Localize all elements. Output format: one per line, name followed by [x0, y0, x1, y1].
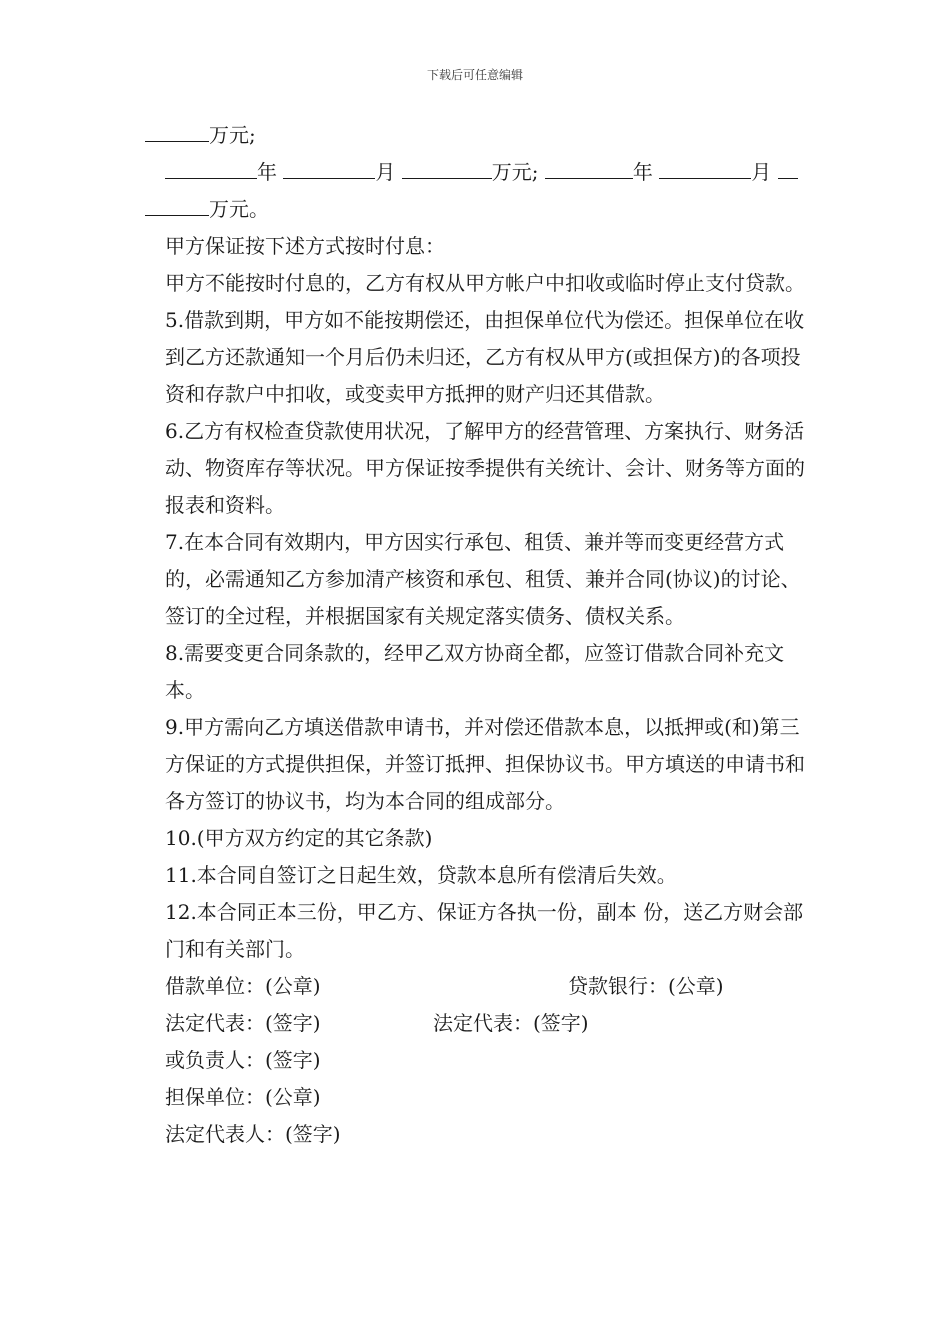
- clause-12: 12.本合同正本三份，甲乙方、保证方各执一份，副本 份，送乙方财会部门和有关部门。: [165, 900, 804, 961]
- signature-row-4: [145, 1079, 810, 1116]
- lender-seal: 贷款银行：(公章): [568, 974, 724, 998]
- clause-8: 8.需要变更合同条款的，经甲乙双方协商全都，应签订借款合同补充文本。: [165, 641, 785, 702]
- lender-rep-signature: 法定代表：(签字): [433, 1011, 589, 1035]
- clause-10: 10.(甲方双方约定的其它条款): [165, 826, 433, 850]
- signature-row-5: [145, 1116, 810, 1153]
- guarantor-rep-signature: 法定代表人：(签字): [165, 1122, 341, 1146]
- paragraph-default-interest: 甲方不能按时付息的，乙方有权从甲方帐户中扣收或临时停止支付贷款。: [165, 271, 805, 295]
- month-label: 月: [375, 160, 396, 184]
- amount-line-3: [145, 191, 810, 228]
- blank-field[interactable]: [402, 156, 492, 179]
- clause-6: 6.乙方有权检查贷款使用状况，了解甲方的经营管理、方案执行、财务活动、物资库存等状况。甲方保证按季提供有关统计、会计、财务等方面的报表和资料。: [165, 419, 805, 517]
- borrower-seal: 借款单位：(公章): [165, 974, 321, 998]
- borrower-rep-signature: 法定代表：(签字): [165, 1011, 321, 1035]
- amount-line-1: [145, 117, 810, 154]
- month-label: 月: [751, 160, 772, 184]
- blank-field[interactable]: [145, 119, 209, 142]
- blank-field[interactable]: [165, 156, 257, 179]
- signature-row-3: [145, 1042, 810, 1079]
- blank-field[interactable]: [145, 193, 209, 216]
- responsible-signature: 或负责人：(签字): [165, 1048, 321, 1072]
- paragraph-interest: 甲方保证按下述方式按时付息：: [165, 234, 445, 258]
- blank-field[interactable]: [545, 156, 633, 179]
- signature-row-2: [145, 1005, 810, 1042]
- clause-7: 7.在本合同有效期内，甲方因实行承包、租赁、兼并等而变更经营方式的，必需通知乙方参加清产核资和承包、租赁、兼并合同(协议)的讨论、签订的全过程，并根据国家有关规定落实债务、债权关系。: [165, 530, 801, 628]
- signature-row-1: [145, 968, 810, 1005]
- clause-9: 9.甲方需向乙方填送借款申请书，并对偿还借款本息，以抵押或(和)第三方保证的方式提供担保，并签订抵押、担保协议书。甲方填送的申请书和各方签订的协议书，均为本合同的组成部分。: [165, 715, 805, 813]
- contract-body: [145, 117, 810, 1153]
- year-label: 年: [257, 160, 277, 184]
- year-label: 年: [632, 160, 653, 184]
- amount-unit: 万元。: [209, 197, 269, 221]
- guarantor-seal: 担保单位：(公章): [165, 1085, 321, 1109]
- blank-field[interactable]: [283, 156, 375, 179]
- blank-field[interactable]: [778, 156, 798, 179]
- blank-field[interactable]: [659, 156, 751, 179]
- clause-5: 5.借款到期，甲方如不能按期偿还，由担保单位代为偿还。担保单位在收到乙方还款通知一个月后仍未归还，乙方有权从甲方(或担保方)的各项投资和存款户中扣收，或变卖甲方抵押的财产归还其借款。: [165, 308, 805, 406]
- clause-11: 11.本合同自签订之日起生效，贷款本息所有偿清后失效。: [165, 863, 677, 887]
- page-header: 下载后可任意编辑: [426, 68, 523, 82]
- schedule-line: [145, 154, 810, 191]
- amount-unit: 万元;: [491, 160, 539, 184]
- amount-unit: 万元;: [209, 123, 256, 147]
